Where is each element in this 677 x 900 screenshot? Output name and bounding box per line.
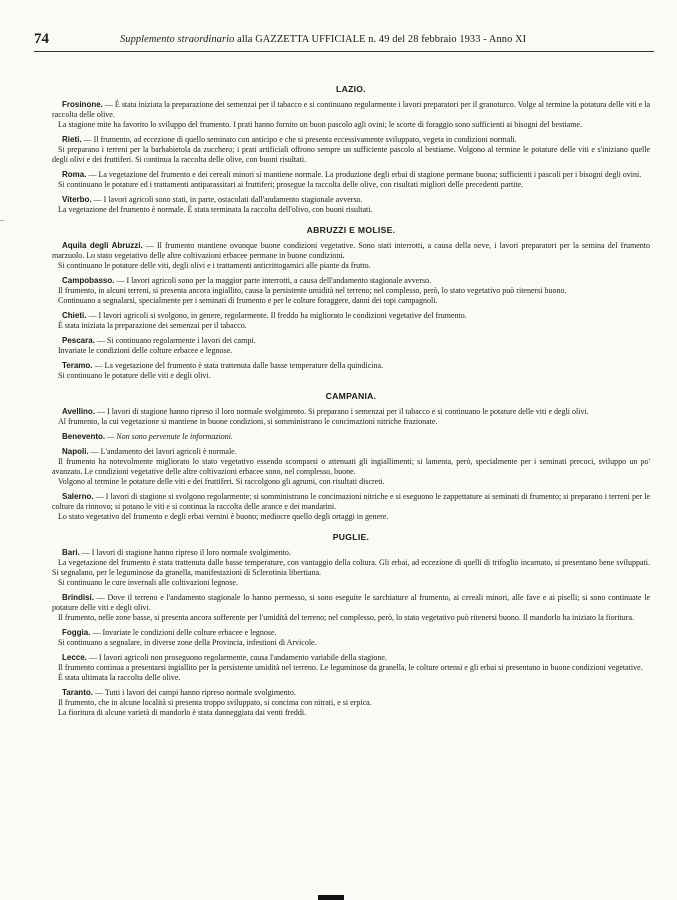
entry-paragraph [52,492,650,512]
entry-paragraph [52,145,650,165]
province-entry [52,407,650,427]
province-name: Salerno. [62,492,94,501]
province-entry [52,241,650,271]
entry-paragraph [52,296,650,306]
entry-paragraph [52,593,650,613]
paragraph-text: Al frumento, la cui vegetazione si mantiene in buone condizioni, si somministrano le concimazioni nitriche frazionate. [58,417,438,426]
paragraph-text: — Invariate le condizioni delle colture erbacee e legnose. [92,628,277,637]
province-entry [52,311,650,331]
province-name: Rieti. [62,135,82,144]
entry-paragraph [52,432,650,442]
province-name: Benevento. [62,432,106,441]
entry-paragraph [52,698,650,708]
province-entry [52,653,650,683]
section-title: PUGLIE. [332,532,370,542]
province-name: Aquila degli Abruzzi. [62,241,143,250]
province-name: Bari. [62,548,80,557]
paragraph-text: La vegetazione del frumento è stata trattenuta dalle basse temperature, con vantaggio della coltura. Gli erbai, ad eccezione di quelli di trifoglio incarnato, si presentano bene sviluppati. Si segnalano, per le leguminose da granella, manifestazioni di Sclerotinia libertiana. [52,558,650,577]
province-name: Napoli. [62,447,89,456]
entry-paragraph [52,276,650,286]
paragraph-text: — La vegetazione del frumento è stata trattenuta dalle basse temperature della quindicina. [94,361,384,370]
province-entry [52,135,650,165]
entry-paragraph [52,311,650,321]
paragraph-text: Si continuano le potature delle viti e degli olivi. [58,371,211,380]
province-entry [52,432,650,442]
province-entry [52,100,650,130]
province-entry [52,195,650,215]
report-body [52,62,650,892]
paragraph-text: — I lavori agricoli si svolgono, in genere, regolarmente. Il freddo ha migliorato le condizioni vegetative del frumento. [88,311,467,320]
entry-paragraph [52,100,650,120]
entry-paragraph [52,638,650,648]
province-name: Taranto. [62,688,93,697]
entry-paragraph [52,407,650,417]
province-name: Chieti. [62,311,87,320]
province-name: Lecce. [62,653,87,662]
entry-paragraph [52,417,650,427]
paragraph-text: Il frumento, in alcuni terreni, si presenta ancora ingiallito, causa la persistente umidità nel terreno; nel complesso, però, lo stato vegetativo può ritenersi buono. [58,286,567,295]
paragraph-text: — Il frumento, ad eccezione di quello seminato con anticipo e che si presenta eccessivamente sviluppato, vegeta in condizioni normali. [83,135,517,144]
paragraph-text: — I lavori agricoli non proseguono regolarmente, causa l'andamento variabile della stagione. [88,653,387,662]
paragraph-text: Si continuano le potature ed i trattamenti antiparassitari ai fruttiferi; prosegue la raccolta delle olive, con risultati migliori delle precedenti partite. [58,180,524,189]
paragraph-text: Volgono al termine le potature delle viti e dei fruttiferi. Si raccolgono gli agrumi, con risultati discreti. [58,477,385,486]
province-entry [52,276,650,306]
paragraph-text: — Tutti i lavori dei campi hanno ripreso normale svolgimento. [94,688,296,697]
paragraph-text: La vegetazione del frumento è normale. È stata terminata la raccolta dell'olivo, con buoni risultati. [58,205,373,214]
entry-paragraph [52,663,650,673]
province-entry [52,361,650,381]
paragraph-text: Lo stato vegetativo del frumento e degli erbai vernini è buono; mediocre quello degli ortaggi in genere. [58,512,389,521]
paragraph-text: Il frumento ha notevolmente migliorato lo stato vegetativo essendo scomparsi o attenuati gli ingiallimenti; si lamenta, però, specialmente per i seminati precoci, sviluppo un po' avanzato. Le condizioni vegetative delle altre coltivazioni erbacee sono, nel complesso, buone. [52,457,650,476]
running-title [120,34,650,45]
paragraph-text: — Si continuano regolarmente i lavori dei campi. [96,336,256,345]
entry-paragraph [52,346,650,356]
section-title: ABRUZZI E MOLISE. [306,225,396,235]
entry-paragraph [52,170,650,180]
running-title-italic: Supplemento straordinario [120,34,235,45]
paragraph-text: Il frumento continua a presentarsi ingiallito per la persistente umidità nel terreno. Le leguminose da granella, le colture ortensi e gli erbai si presentano in buone condizioni vegetative. [58,663,643,672]
paragraph-text: Si continuano a segnalare, in diverse zone della Provincia, infestioni di Arvicole. [58,638,317,647]
paragraph-text: La stagione mite ha favorito lo sviluppo del frumento. I prati hanno fornito un buon pascolo agli ovini; le scorte di foraggio sono sufficienti ai bisogni del bestiame. [58,120,582,129]
page-number: 74 [34,31,49,47]
province-entry [52,447,650,487]
paragraph-text: Invariate le condizioni delle colture erbacee e legnose. [58,346,233,355]
entry-paragraph [52,512,650,522]
paragraph-text: — I lavori di stagione hanno ripreso il loro normale svolgimento. Si preparano i semenzai per il tabacco e si continuano le potature delle viti e degli olivi. [97,407,589,416]
province-entry [52,492,650,522]
entry-paragraph [52,688,650,698]
entry-paragraph [52,336,650,346]
paragraph-text: Il frumento, nelle zone basse, si presenta ancora sofferente per l'umidità del terreno; nel complesso, però, lo stato vegetativo può ritenersi buono. Il mandorlo ha iniziato la fioritura. [58,613,634,622]
entry-paragraph [52,135,650,145]
province-name: Viterbo. [62,195,92,204]
entry-paragraph [52,241,650,261]
paragraph-text: La fioritura di alcune varietà di mandorlo è stata danneggiata dai venti freddi. [58,708,307,717]
paragraph-text: È stata iniziata la preparazione dei semenzai per il tabacco. [58,321,247,330]
entry-paragraph [52,708,650,718]
paragraph-text: Il frumento, che in alcune località si presenta troppo sviluppato, si concima con nitrati, e si erpica. [58,698,372,707]
entry-paragraph [52,180,650,190]
province-entry [52,548,650,588]
province-entry [52,170,650,190]
section-title: CAMPANIA. [325,391,377,401]
entry-paragraph [52,205,650,215]
paragraph-text: — I lavori di stagione hanno ripreso il loro normale svolgimento. [81,548,291,557]
page-header [0,0,677,60]
paragraph-text: Si continuano le potature delle viti, degli olivi e i trattamenti anticrittogamici alle piante da frutto. [58,261,371,270]
paragraph-text: — Dove il terreno e l'andamento stagionale lo hanno permesso, si sono eseguite le sarchiature al frumento, ai cereali minori, alle fave e ai piselli; si sono continuate le potature delle viti e degli olivi. [52,593,650,612]
entry-paragraph [52,371,650,381]
entry-paragraph [52,195,650,205]
entry-paragraph [52,457,650,477]
entry-paragraph [52,447,650,457]
section-title: LAZIO. [336,84,366,94]
entry-paragraph [52,558,650,578]
paragraph-text: È stata ultimata la raccolta delle olive. [58,673,181,682]
entry-paragraph [52,361,650,371]
entry-paragraph [52,477,650,487]
province-name: Campobasso. [62,276,115,285]
province-name: Teramo. [62,361,93,370]
entry-paragraph [52,286,650,296]
province-name: Roma. [62,170,87,179]
paragraph-text: — I lavori agricoli sono stati, in parte, ostacolati dall'andamento stagionale avverso. [93,195,363,204]
province-entry [52,628,650,648]
footer-mark [318,895,344,900]
paragraph-text: Si continuano le cure invernali alle coltivazioni legnose. [58,578,238,587]
entry-paragraph [52,321,650,331]
paragraph-text: Continuano a segnalarsi, specialmente per i seminati di frumento e per le colture foraggere, danni dei topi campagnoli. [58,296,438,305]
paragraph-text: — I lavori agricoli sono per la maggior parte interrotti, a causa dell'andamento stagionale avverso. [116,276,432,285]
paragraph-text: — È stata iniziata la preparazione dei semenzai per il tabacco e si continuano regolarmente i lavori preparatori per il granoturco. Volge al termine la potatura delle viti e la raccolta delle olive. [52,100,650,119]
province-entry [52,688,650,718]
province-entry [52,336,650,356]
header-rule [34,51,654,52]
province-name: Pescara. [62,336,95,345]
entry-paragraph [52,628,650,638]
running-title-rest: alla GAZZETTA UFFICIALE n. 49 del 28 febbraio 1933 - Anno XI [234,34,527,45]
paragraph-text: — L'andamento dei lavori agricoli è normale. [90,447,237,456]
province-name: Frosinone. [62,100,103,109]
paragraph-text: Si preparano i terreni per la barbabietola da zucchero; i prati artificiali offrono sempre un sufficiente pascolo al bestiame. Volgono al termine le potature delle viti e s'iniziano quelle degli olivi e dei fruttiferi. Si continua la raccolta delle olive, con buoni risultati. [52,145,650,164]
entry-paragraph [52,120,650,130]
province-name: Avellino. [62,407,96,416]
province-entry [52,593,650,623]
entry-paragraph [52,653,650,663]
paragraph-text: — Il frumento mantiene ovunque buone condizioni vegetative. Sono stati interrotti, a causa della neve, i lavori preparatori per la semina del frumento marzuolo. Lo stato vegetativo delle altre coltivazioni erbacee permane in buone condizioni. [52,241,650,260]
province-name: Brindisi. [62,593,95,602]
province-name: Foggia. [62,628,91,637]
entry-paragraph [52,261,650,271]
entry-paragraph [52,548,650,558]
entry-paragraph [52,673,650,683]
entry-paragraph [52,578,650,588]
entry-paragraph [52,613,650,623]
paragraph-text: — I lavori di stagione si svolgono regolarmente; si somministrano le concimazioni nitriche e si eseguono le zappettature ai seminati di frumento; si preparano i terreni per le colture da rinnovo; si potano le viti e si continua la raccolta delle arance e dei mandarini. [52,492,650,511]
margin-mark: – [0,215,4,224]
paragraph-text: — Non sono pervenute le informazioni. [107,432,233,441]
paragraph-text: — La vegetazione del frumento e dei cereali minori si mantiene normale. La produzione degli erbai di stagione permane buona; sufficienti i pascoli per i bisogni degli ovini. [88,170,642,179]
